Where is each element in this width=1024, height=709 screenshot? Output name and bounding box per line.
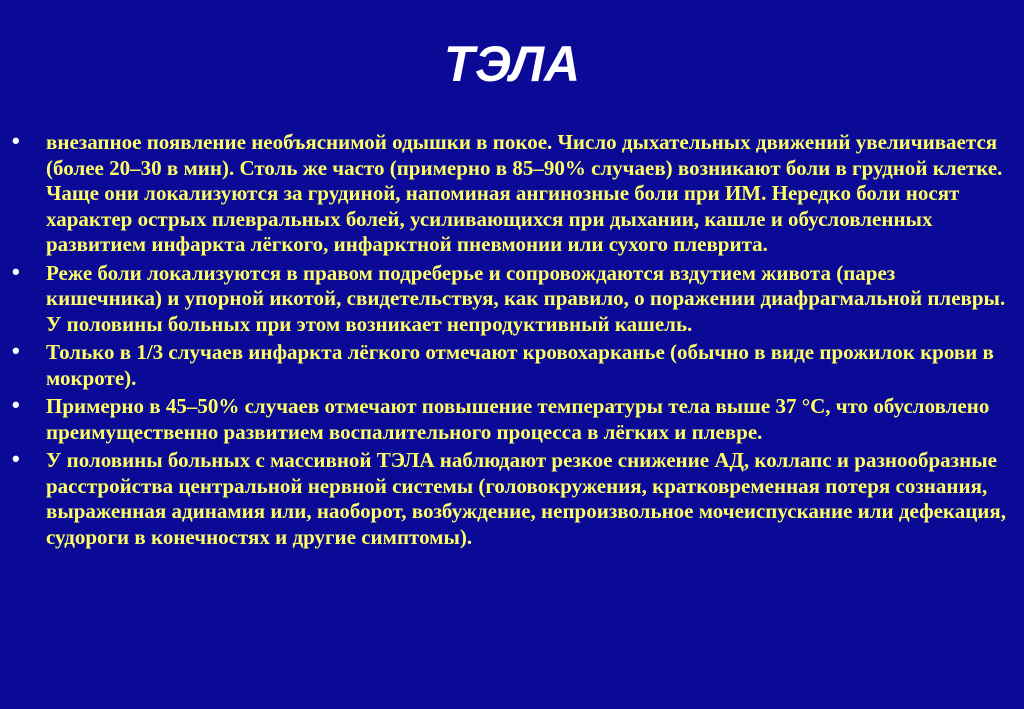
bullet-item-3 — [12, 340, 1012, 391]
bullet-icon: • — [12, 338, 20, 363]
bullet-icon: • — [12, 258, 20, 284]
bullet-text: Реже боли локализуются в правом подреберье и сопровождаются вздутием живота (парез кишечника) и упорной икотой, свидетельствуя, как правило, о поражении диафрагмальной плевры. У половины больных при этом возникает непродуктивный кашель. — [46, 260, 1006, 336]
bullet-item-4 — [12, 394, 1012, 445]
bullet-text: Примерно в 45–50% случаев отмечают повышение температуры тела выше 37 °С, что обусловлено преимущественно развитием воспалительного процесса в лёгких и плевре. — [46, 394, 990, 444]
bullet-text: У половины больных с массивной ТЭЛА наблюдают резкое снижение АД, коллапс и разнообразные расстройства центральной нервной системы (головокружения, кратковременная потеря сознания, выраженная адинамия или, наоборот, возбуждение, непроизвольное мочеиспускание или дефекация, судороги в конечностях и другие симптомы). — [46, 448, 1007, 549]
bullet-icon: • — [12, 446, 20, 471]
bullet-item-2 — [12, 258, 1012, 338]
bullet-list — [12, 130, 1012, 553]
bullet-text: внезапное появление необъяснимой одышки в покое. Число дыхательных движений увеличивается (более 20–30 в мин). Столь же часто (примерно в 85–90% случаев) возникают боли в грудной клетке. Чаще они локализуются за грудиной, напоминая ангинозные боли при ИМ. Нередко боли носят характер острых плевральных болей, усиливающихся при дыхании, кашле и обусловленных развитием инфаркта лёгкого, инфарктной пневмонии или сухого плеврита. — [46, 130, 1003, 256]
bullet-icon: • — [12, 392, 20, 417]
slide-title: ТЭЛА — [443, 36, 581, 92]
bullet-item-5 — [12, 448, 1012, 550]
bullet-text: Только в 1/3 случаев инфаркта лёгкого отмечают кровохарканье (обычно в виде прожилок крови в мокроте). — [46, 340, 994, 390]
bullet-item-1 — [12, 130, 1012, 258]
bullet-icon: • — [12, 128, 20, 153]
